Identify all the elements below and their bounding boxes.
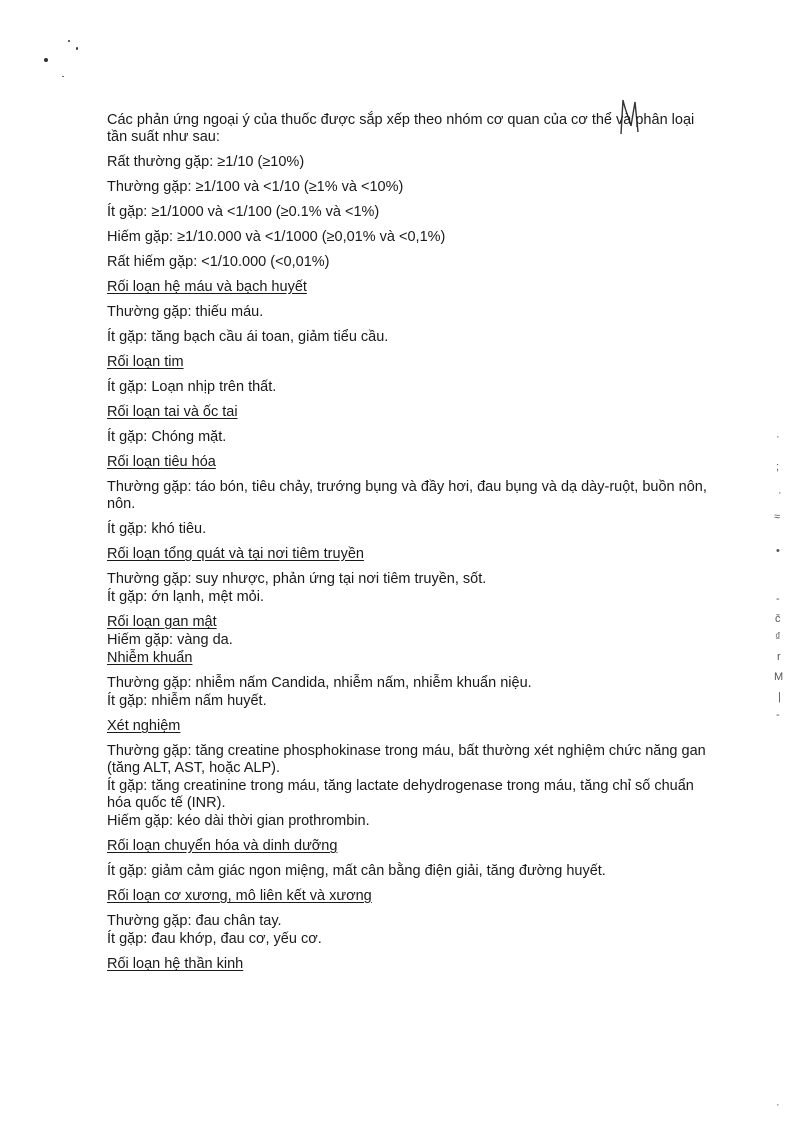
section-line: Ít gặp: ớn lạnh, mệt mỏi. [107, 589, 265, 605]
section-heading-cardiac: Rối loạn tim [107, 354, 184, 370]
section-line: Hiếm gặp: vàng da. [107, 632, 233, 648]
section-line: Thường gặp: suy nhược, phản ứng tại nơi tiêm truyền, sốt. [107, 571, 487, 587]
section-line: Thường gặp: nhiễm nấm Candida, nhiễm nấm, nhiễm khuẩn niệu. [107, 675, 532, 691]
section-heading-nervous: Rối loạn hệ thần kinh [107, 956, 244, 972]
section-heading-blood: Rối loạn hệ máu và bạch huyết [107, 279, 307, 295]
intro-paragraph: Các phản ứng ngoại ý của thuốc được sắp xếp theo nhóm cơ quan của cơ thể và phân loại tần suất như sau: [107, 112, 695, 145]
section-line: Ít gặp: nhiễm nấm huyết. [107, 693, 267, 709]
scan-speck [44, 58, 48, 62]
section-line: Thường gặp: tăng creatine phosphokinase trong máu, bất thường xét nghiệm chức năng gan (tăng ALT, AST, hoặc ALP). [107, 743, 706, 776]
section-line: Ít gặp: tăng creatinine trong máu, tăng lactate dehydrogenase trong máu, tăng chỉ số chuẩn hóa quốc tế (INR). [107, 778, 694, 811]
section-line: Ít gặp: giảm cảm giác ngon miệng, mất cân bằng điện giải, tăng đường huyết. [107, 863, 606, 879]
margin-mark: ≈ [774, 511, 781, 523]
section-heading-general: Rối loạn tổng quát và tại nơi tiêm truyền [107, 546, 364, 562]
section-line: Thường gặp: đau chân tay. [107, 913, 282, 929]
section-line: Ít gặp: tăng bạch cầu ái toan, giảm tiểu cầu. [107, 329, 389, 345]
margin-mark: r [777, 651, 781, 663]
section-heading-metabolism: Rối loạn chuyển hóa và dinh dưỡng [107, 838, 338, 854]
margin-mark: • [776, 545, 780, 557]
margin-mark: ; [776, 461, 780, 473]
section-line: Ít gặp: khó tiêu. [107, 521, 207, 537]
section-heading-ear: Rối loạn tai và ốc tai [107, 404, 238, 420]
margin-mark: · [778, 487, 782, 499]
margin-mark: · [776, 1099, 780, 1111]
section-heading-tests: Xét nghiệm [107, 718, 181, 734]
scan-speck [68, 40, 70, 42]
section-line: Ít gặp: Chóng mặt. [107, 429, 227, 445]
frequency-very-common: Rất thường gặp: ≥1/10 (≥10%) [107, 154, 305, 170]
margin-mark: č [775, 613, 781, 625]
section-heading-gi: Rối loạn tiêu hóa [107, 454, 216, 470]
section-line: Thường gặp: thiếu máu. [107, 304, 264, 320]
scan-speck [62, 76, 64, 77]
section-heading-hepatic: Rối loạn gan mật [107, 614, 217, 630]
margin-mark: M [774, 671, 784, 683]
section-heading-infection: Nhiễm khuẩn [107, 650, 193, 666]
margin-mark: · [776, 431, 780, 443]
section-line: Hiếm gặp: kéo dài thời gian prothrombin. [107, 813, 370, 829]
frequency-uncommon: Ít gặp: ≥1/1000 và <1/100 (≥0.1% và <1%) [107, 204, 380, 220]
scan-speck [76, 47, 78, 50]
section-heading-musculo: Rối loạn cơ xương, mô liên kết và xương [107, 888, 372, 904]
document-body [107, 112, 707, 973]
margin-mark: | [778, 691, 781, 703]
section-line: Ít gặp: đau khớp, đau cơ, yếu cơ. [107, 931, 322, 947]
margin-mark: - [776, 593, 780, 605]
section-line: Thường gặp: táo bón, tiêu chảy, trướng bụng và đầy hơi, đau bụng và dạ dày-ruột, buồn nôn, nôn. [107, 479, 707, 512]
frequency-common: Thường gặp: ≥1/100 và <1/10 (≥1% và <10%) [107, 179, 404, 195]
margin-mark: - [776, 709, 780, 721]
margin-mark: ₫ [775, 631, 781, 643]
section-line: Ít gặp: Loạn nhịp trên thất. [107, 379, 277, 395]
frequency-very-rare: Rất hiếm gặp: <1/10.000 (<0,01%) [107, 254, 330, 270]
frequency-rare: Hiếm gặp: ≥1/10.000 và <1/1000 (≥0,01% và <0,1%) [107, 229, 446, 245]
